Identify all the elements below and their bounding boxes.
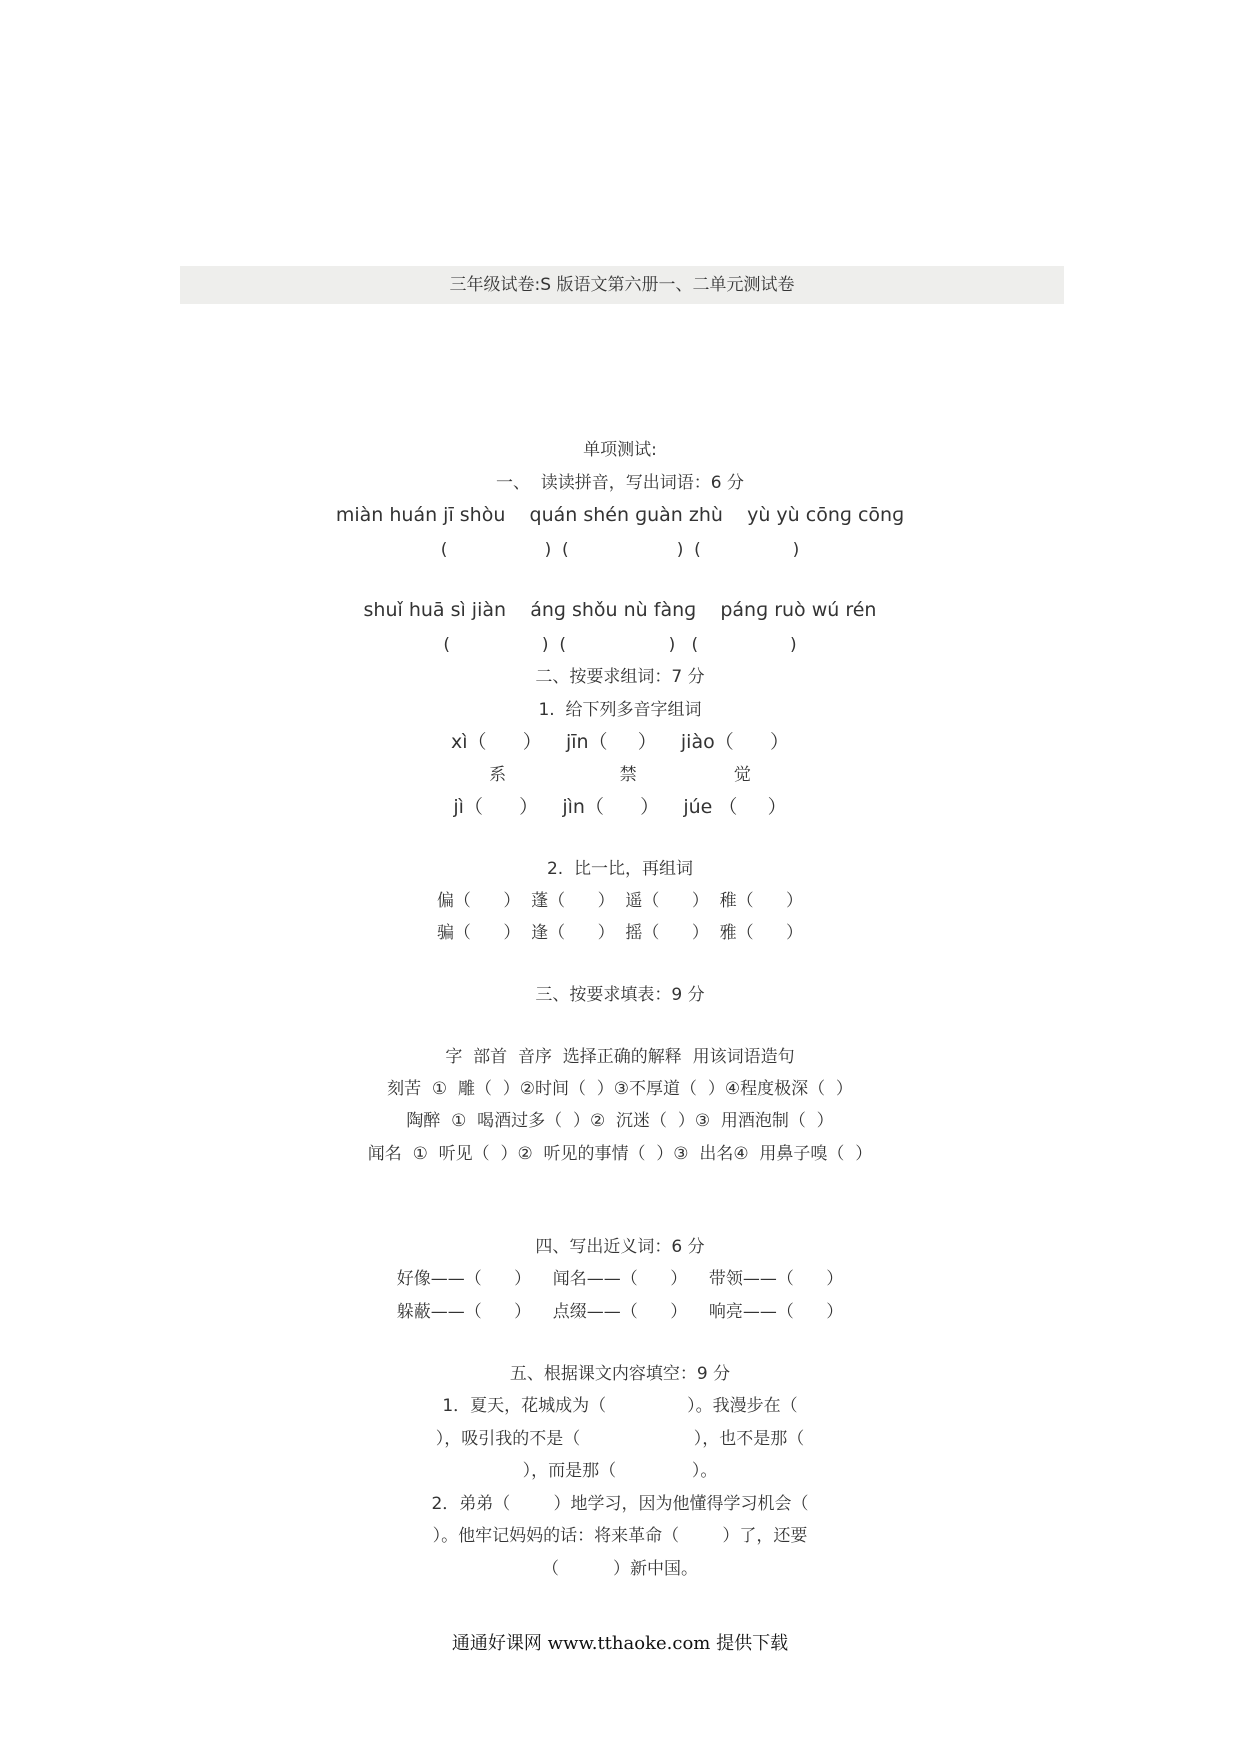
question-heading: 一、 读读拼音，写出词语：6 分 xyxy=(495,473,745,493)
sub-question: 1. 给下列多音字组词 xyxy=(538,700,702,720)
question-heading: 四、写出近义词：6 分 xyxy=(535,1237,705,1257)
compare-line: 偏（ ） 蓬（ ） 遥（ ） 稚（ ） xyxy=(436,891,804,911)
page-title: 三年级试卷:S 版语文第六册一、二单元测试卷 xyxy=(180,266,1064,304)
synonym-line: 好像——（ ） 闻名——（ ） 带领——（ ） xyxy=(396,1269,844,1289)
compare-line: 骗（ ） 逢（ ） 摇（ ） 雅（ ） xyxy=(436,923,804,943)
question-heading: 二、按要求组词：7 分 xyxy=(535,667,705,687)
answer-blanks: ( ) ( ) ( ) xyxy=(443,635,797,655)
table-header: 字 部首 音序 选择正确的解释 用该词语造句 xyxy=(445,1047,795,1067)
table-row: 刻苦 ① 雕（ ）②时间（ ）③不厚道（ ）④程度极深（ ） xyxy=(387,1079,853,1099)
question-heading: 五、根据课文内容填空：9 分 xyxy=(509,1364,731,1384)
pinyin-line: xì（ ） jīn（ ） jiào（ ） xyxy=(451,731,789,753)
pinyin-line: shuǐ huā sì jiàn ánɡ shǒu nù fànɡ pánɡ ruò wú rén xyxy=(363,599,877,621)
question-heading: 三、按要求填表：9 分 xyxy=(535,985,705,1005)
section-heading: 单项测试: xyxy=(583,440,657,460)
footer-credit: 通通好课网 www.tthaoke.com 提供下载 xyxy=(451,1633,789,1654)
table-row: 陶醉 ① 喝酒过多（ ）② 沉迷（ ）③ 用酒泡制（ ） xyxy=(406,1111,834,1131)
fill-blank-line: （ ）新中国。 xyxy=(541,1559,699,1579)
sub-question: 2. 比一比，再组词 xyxy=(546,859,694,879)
fill-blank-line: ）。他牢记妈妈的话：将来革命（ ）了，还要 xyxy=(432,1526,808,1546)
pinyin-line: jì（ ） jìn（ ） júe （ ） xyxy=(453,796,787,818)
answer-blanks: ( ) ( ) ( ) xyxy=(440,540,800,560)
table-row: 闻名 ① 听见（ ）② 听见的事情（ ）③ 出名④ 用鼻子嗅（ ） xyxy=(367,1144,873,1164)
fill-blank-line: ），而是那（ ）。 xyxy=(522,1461,718,1481)
synonym-line: 躲蔽——（ ） 点缀——（ ） 响亮——（ ） xyxy=(396,1302,844,1322)
fill-blank-line: 2．弟弟（ ）地学习，因为他懂得学习机会（ xyxy=(431,1494,809,1514)
character-line: 系 禁 觉 xyxy=(489,765,751,785)
fill-blank-line: 1．夏天，花城成为（ ）。我漫步在（ xyxy=(442,1396,798,1416)
fill-blank-line: ），吸引我的不是（ ），也不是那（ xyxy=(435,1429,805,1449)
pinyin-line: miàn huán jī shòu quán shén ɡuàn zhù yù yù cōnɡ cōnɡ xyxy=(335,504,905,526)
